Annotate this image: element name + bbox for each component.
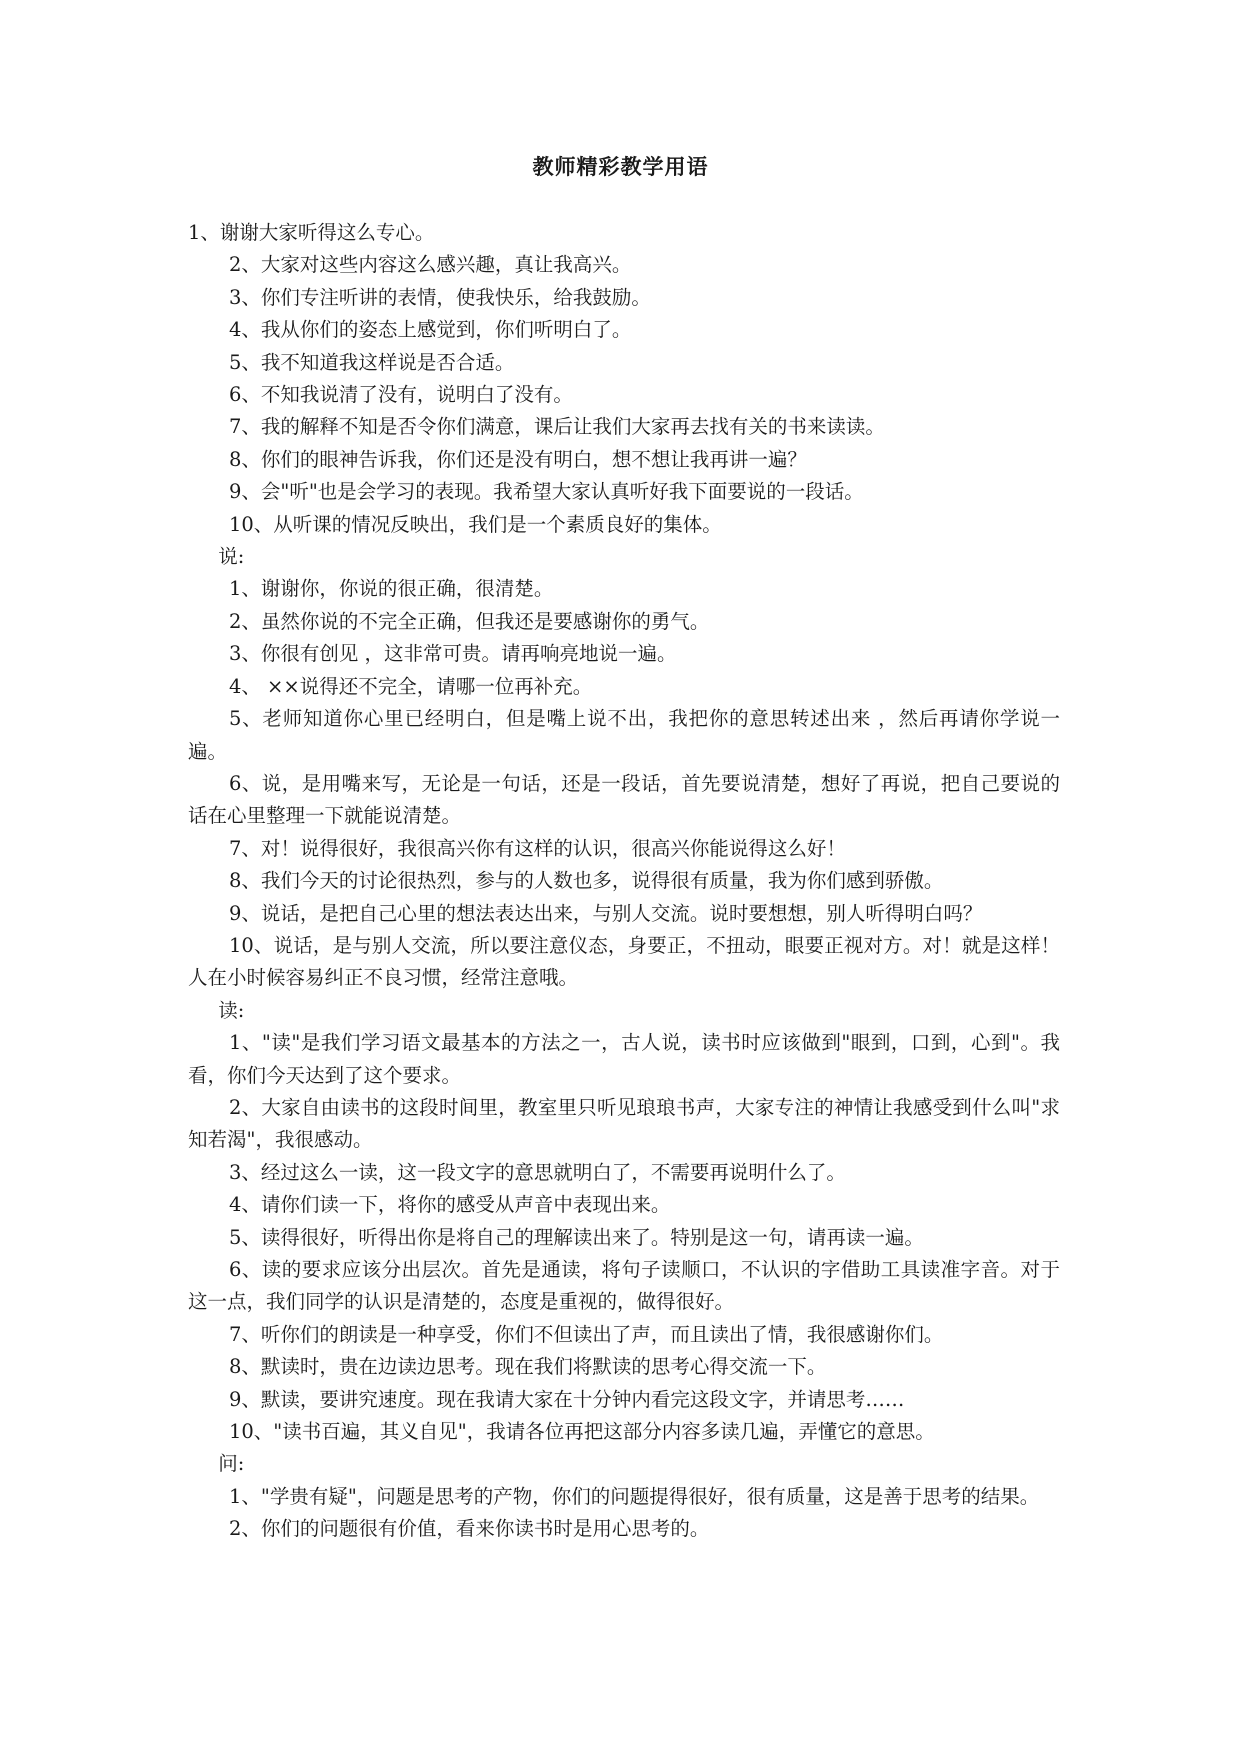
list-item: 8、你们的眼神告诉我，你们还是没有明白，想不想让我再讲一遍？ [228,447,807,471]
list-item: 3、经过这么一读，这一段文字的意思就明白了，不需要再说明什么了。 [228,1160,846,1184]
list-item: 5、读得很好，听得出你是将自己的理解读出来了。特别是这一句，请再读一遍。 [228,1225,924,1249]
section-heading: 说: [218,545,245,569]
list-item: 4、我从你们的姿态上感觉到，你们听明白了。 [228,318,632,342]
list-item: 8、我们今天的讨论很热烈，参与的人数也多，说得很有质量，我为你们感到骄傲。 [228,869,944,893]
list-item: 1、"学贵有疑"，问题是思考的产物，你们的问题提得很好，很有质量，这是善于思考的结果。 [228,1484,1040,1508]
list-item: 6、说，是用嘴来写，无论是一句话，还是一段话，首先要说清楚，想好了再说，把自己要说的话在心里整理一下就能说清楚。 [188,771,1060,828]
list-item: 4、 ××说得还不完全，请哪一位再补充。 [228,674,593,698]
list-item: 7、听你们的朗读是一种享受，你们不但读出了声，而且读出了情，我很感谢你们。 [228,1322,944,1346]
list-item: 8、默读时，贵在边读边思考。现在我们将默读的思考心得交流一下。 [228,1355,827,1379]
list-item: 2、大家自由读书的这段时间里，教室里只听见琅琅书声，大家专注的神情让我感受到什么叫"求知若渴"，我很感动。 [188,1095,1060,1152]
list-item: 3、你很有创见 ，这非常可贵。请再响亮地说一遍。 [228,642,677,666]
document-title: 教师精彩教学用语 [532,155,709,179]
list-item: 1、谢谢大家听得这么专心。 [188,221,435,244]
list-item: 4、请你们读一下，将你的感受从声音中表现出来。 [228,1193,671,1217]
list-item: 1、"读"是我们学习语文最基本的方法之一，古人说，读书时应该做到"眼到，口到，心到"。我看，你们今天达到了这个要求。 [188,1031,1060,1087]
list-item: 7、我的解释不知是否令你们满意，课后让我们大家再去找有关的书来读读。 [228,415,885,439]
list-item: 6、读的要求应该分出层次。首先是通读，将句子读顺口，不认识的字借助工具读准字音。对于这一点，我们同学的认识是清楚的，态度是重视的，做得很好。 [188,1258,1060,1314]
list-item: 7、对！说得很好，我很高兴你有这样的认识，很高兴你能说得这么好！ [228,836,846,860]
list-item: 5、我不知道我这样说是否合适。 [228,350,515,374]
list-item: 9、会"听"也是会学习的表现。我希望大家认真听好我下面要说的一段话。 [228,480,864,504]
list-item: 2、你们的问题很有价值，看来你读书时是用心思考的。 [228,1517,710,1541]
list-item: 2、大家对这些内容这么感兴趣，真让我高兴。 [228,253,632,277]
document-body [188,217,1060,1546]
list-item: 3、你们专注听讲的表情，使我快乐，给我鼓励。 [228,285,651,309]
section-heading: 问: [218,1452,245,1476]
list-item: 2、虽然你说的不完全正确，但我还是要感谢你的勇气。 [228,609,710,633]
list-item: 10、"读书百遍，其义自见"，我请各位再把这部分内容多读几遍，弄懂它的意思。 [228,1420,935,1444]
list-item: 9、说话，是把自己心里的想法表达出来，与别人交流。说时要想想，别人听得明白吗？ [228,901,983,925]
list-item: 5、老师知道你心里已经明白，但是嘴上说不出，我把你的意思转述出来 ，然后再请你学说一遍。 [188,707,1060,763]
list-item: 1、谢谢你，你说的很正确，很清楚。 [228,577,554,601]
list-item: 9、默读，要讲究速度。现在我请大家在十分钟内看完这段文字，并请思考…… [228,1387,905,1411]
list-item: 10、说话，是与别人交流，所以要注意仪态，身要正，不扭动，眼要正视对方。对！就是这样！人在小时候容易纠正不良习惯，经常注意哦。 [188,933,1060,990]
section-heading: 读: [218,998,245,1022]
list-item: 10、从听课的情况反映出，我们是一个素质良好的集体。 [228,512,722,536]
list-item: 6、不知我说清了没有，说明白了没有。 [228,383,573,407]
